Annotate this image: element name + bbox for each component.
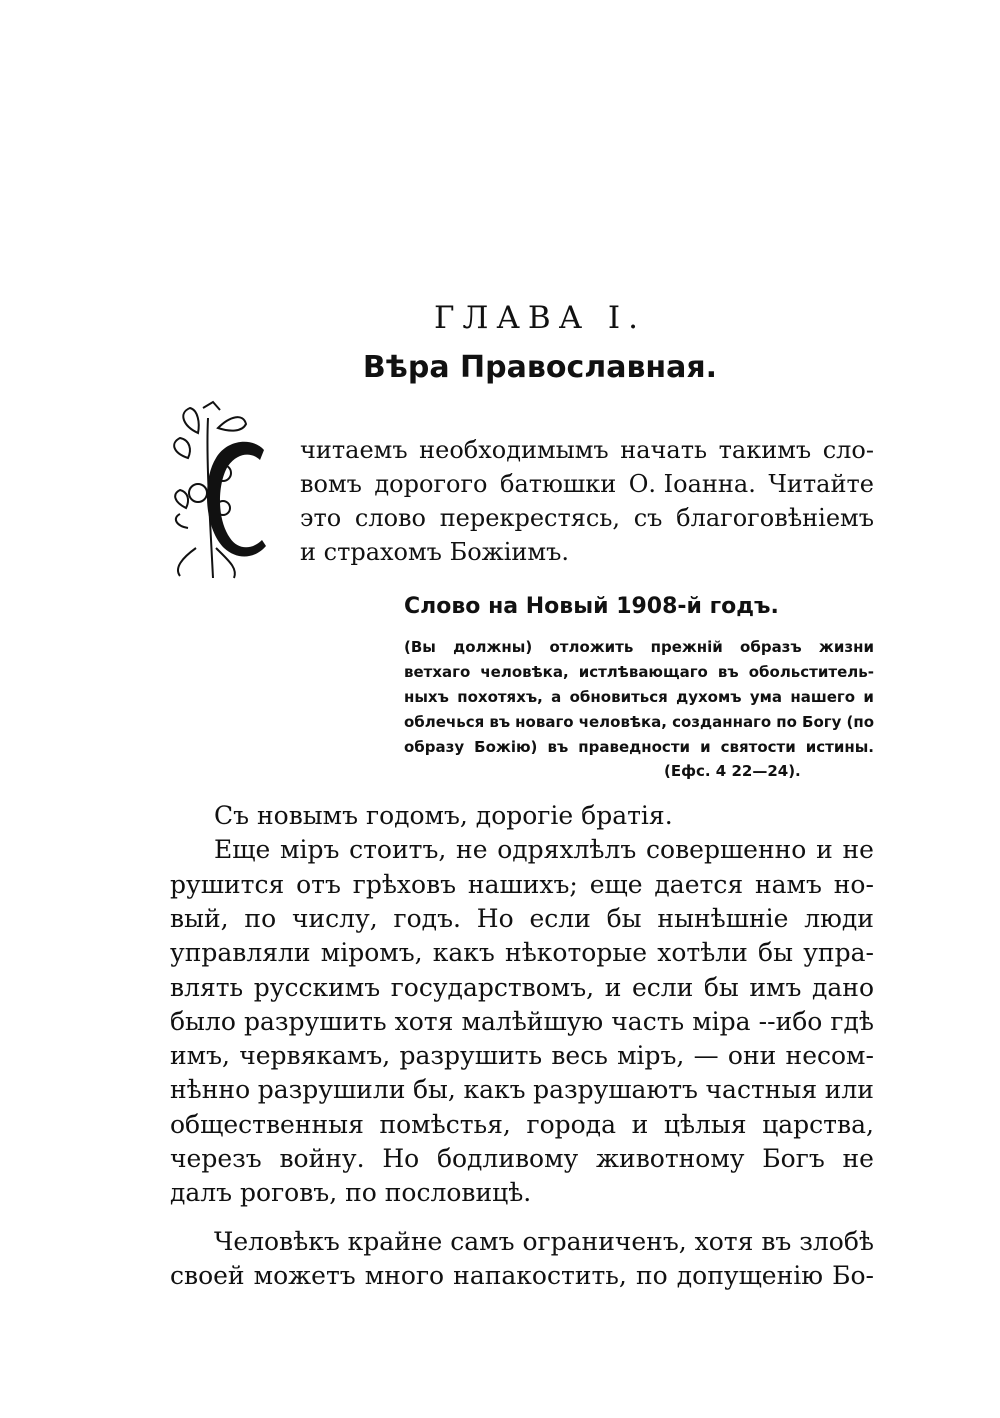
epigraph-word: новаго <box>515 713 574 731</box>
epigraph-word: похотяхъ, <box>457 688 543 706</box>
intro-word: вомъ <box>300 470 362 498</box>
epigraph-word: духомъ <box>676 688 742 706</box>
body-word: нѣнно <box>170 1075 251 1105</box>
intro-word: Читайте <box>768 470 874 498</box>
body-line <box>170 904 874 933</box>
body-word: если <box>529 903 591 933</box>
body-word: допущенію <box>676 1260 824 1290</box>
epigraph-word: въ <box>717 663 739 681</box>
body-line <box>170 1075 874 1104</box>
epigraph-word: истлѣвающаго <box>578 663 708 681</box>
epigraph-word: а <box>551 688 562 706</box>
epigraph-word: отложить <box>549 638 634 656</box>
body-word: нѣкоторые <box>505 938 648 968</box>
body-word: отъ <box>296 869 341 899</box>
body-word: Человѣкъ <box>214 1226 340 1256</box>
epigraph-line <box>404 738 874 756</box>
body-word: разрушить <box>243 1006 387 1036</box>
body-word: міра <box>692 1006 751 1036</box>
epigraph-word: святости <box>720 738 796 756</box>
body-word: но- <box>833 869 874 899</box>
body-word: Съ новымъ годомъ, дорогіе братія. <box>214 801 673 830</box>
body-word: весь <box>551 1041 608 1071</box>
body-word: можетъ <box>253 1260 356 1290</box>
body-line <box>170 870 874 899</box>
body-word: бы <box>758 938 793 968</box>
body-word: червякамъ, <box>239 1041 391 1071</box>
body-word: какъ <box>463 1075 526 1105</box>
body-word: было <box>170 1006 236 1036</box>
body-word: нашихъ; <box>467 869 578 899</box>
epigraph-reference: (Ефс. 4 22—24). <box>664 762 801 780</box>
intro-word: сло- <box>822 436 874 464</box>
body-word: и <box>604 972 622 1002</box>
epigraph-word: Божію) <box>474 738 538 756</box>
body-word: крайне <box>347 1226 443 1256</box>
body-word: дается <box>654 869 744 899</box>
body-line <box>170 1110 874 1139</box>
body-line <box>170 1261 874 1290</box>
body-word: самъ <box>450 1226 515 1256</box>
body-word: далъ роговъ, по пословицѣ. <box>170 1178 532 1208</box>
body-word: войну. <box>279 1144 365 1173</box>
body-word: не <box>842 835 874 865</box>
epigraph-word: въ <box>547 738 569 756</box>
body-word: государствомъ, <box>390 972 595 1002</box>
body-word: дано <box>811 972 874 1002</box>
body-word: Богъ <box>762 1144 825 1173</box>
epigraph-word: обольститель- <box>748 663 874 681</box>
body-word: ограниченъ, <box>522 1226 687 1256</box>
body-line <box>170 1178 874 1207</box>
epigraph-word: и <box>700 738 711 756</box>
body-word: Бо- <box>832 1260 874 1290</box>
chapter-label: ГЛАВА I. <box>433 300 647 336</box>
body-word: бы <box>703 972 739 1002</box>
body-word: общественныя <box>170 1109 364 1139</box>
epigraph-word: человѣка, <box>480 663 569 681</box>
body-line <box>170 973 874 1002</box>
body-word: или <box>824 1075 874 1105</box>
body-word: гдѣ <box>830 1006 874 1036</box>
intro-word: начать <box>620 436 708 464</box>
body-word: въ <box>761 1226 792 1256</box>
body-word: разрушили <box>257 1075 406 1105</box>
floral-dropcap-icon <box>168 398 268 588</box>
intro-word: благоговѣніемъ <box>676 504 874 532</box>
body-word: Но <box>476 903 514 933</box>
body-word: Еще <box>214 835 271 865</box>
epigraph-word: жизни <box>818 638 874 656</box>
body-line <box>214 835 874 864</box>
body-line <box>170 938 874 967</box>
epigraph-line <box>404 688 874 706</box>
body-word: черезъ <box>170 1144 262 1173</box>
body-word: много <box>364 1260 445 1290</box>
body-word: міръ, <box>617 1041 685 1071</box>
epigraph-line <box>404 638 874 656</box>
body-word: по <box>635 1260 668 1290</box>
body-word: не <box>842 1144 874 1173</box>
epigraph-word: образу <box>404 738 465 756</box>
body-word: нынѣшніе <box>657 903 789 933</box>
body-word: вый, <box>170 903 229 933</box>
body-word: бы <box>606 903 642 933</box>
body-word: рушится <box>170 869 285 899</box>
intro-word: такимъ <box>718 436 812 464</box>
intro-line <box>300 436 874 464</box>
epigraph-word: истины. <box>805 738 874 756</box>
body-word: еще <box>589 869 643 899</box>
body-word: несом- <box>785 1041 874 1071</box>
epigraph-line <box>404 713 874 731</box>
epigraph-word: по <box>776 713 797 731</box>
body-line <box>170 1007 874 1036</box>
body-word: малѣйшую <box>461 1006 604 1036</box>
epigraph-word: обновиться <box>569 688 668 706</box>
body-word: стоитъ, <box>349 835 447 865</box>
intro-word: перекрестясь, <box>439 504 621 532</box>
body-word: царства, <box>762 1109 874 1139</box>
epigraph-word: должны) <box>453 638 533 656</box>
body-word: упра- <box>803 938 874 968</box>
body-word: разрушаютъ <box>533 1075 698 1105</box>
body-word: по <box>244 903 277 933</box>
body-word: хотя <box>694 1226 754 1256</box>
body-word: міромъ, <box>320 938 423 968</box>
epigraph-word: (Вы <box>404 638 436 656</box>
body-word: они <box>727 1041 777 1071</box>
epigraph-word: въ <box>489 713 511 731</box>
epigraph-word: ума <box>749 688 783 706</box>
intro-word: съ <box>633 504 663 532</box>
intro-word: слово <box>354 504 426 532</box>
epigraph-word: созданнаго <box>672 713 772 731</box>
body-word: частныя <box>705 1075 818 1105</box>
body-word: имъ <box>749 972 802 1002</box>
body-line <box>214 1227 874 1256</box>
intro-line <box>300 538 874 566</box>
body-line <box>170 1144 874 1173</box>
body-word: часть <box>611 1006 685 1036</box>
body-word: бодливому <box>436 1144 579 1173</box>
body-word: --ибо <box>758 1006 823 1036</box>
body-word: цѣлыя <box>663 1109 747 1139</box>
body-word: русскимъ <box>253 972 381 1002</box>
body-word: — <box>693 1041 719 1071</box>
body-word: животному <box>596 1144 745 1173</box>
body-word: намъ <box>754 869 822 899</box>
epigraph-word: нашего <box>790 688 856 706</box>
body-word: напакостить, <box>453 1260 627 1290</box>
epigraph-word: ветхаго <box>404 663 471 681</box>
body-word: бы, <box>412 1075 456 1105</box>
epigraph-word: праведности <box>578 738 691 756</box>
intro-line <box>300 504 874 532</box>
epigraph-word: облечься <box>404 713 485 731</box>
body-line <box>170 1041 874 1070</box>
epigraph-word: прежній <box>650 638 723 656</box>
epigraph-line <box>404 663 874 681</box>
body-word: имъ, <box>170 1041 230 1071</box>
body-word: управляли <box>170 938 311 968</box>
body-word: грѣховъ <box>352 869 457 899</box>
intro-word: и страхомъ Божіимъ. <box>300 538 569 566</box>
body-word: міръ <box>280 835 340 865</box>
body-word: и <box>816 835 833 865</box>
chapter-title: Вѣра Православная. <box>362 350 718 385</box>
body-word: злобѣ <box>799 1226 874 1256</box>
body-word: не <box>456 835 488 865</box>
body-word: совершенно <box>646 835 807 865</box>
epigraph-word: (по <box>846 713 874 731</box>
body-word: Но <box>382 1144 420 1173</box>
intro-word: батюшки <box>500 470 617 498</box>
intro-word: читаемъ <box>300 436 408 464</box>
body-line <box>214 801 874 830</box>
body-word: помѣстья, <box>379 1109 511 1139</box>
body-word: своей <box>170 1260 245 1290</box>
body-word: числу, <box>291 903 378 933</box>
sermon-title: Слово на Новый 1908-й годъ. <box>404 594 779 619</box>
intro-word: О. Іоанна. <box>628 470 756 498</box>
body-word: годъ. <box>393 903 461 933</box>
intro-line <box>300 470 874 498</box>
body-word: люди <box>804 903 874 933</box>
intro-word: это <box>300 504 342 532</box>
epigraph-word: образъ <box>740 638 802 656</box>
body-word: одряхлѣлъ <box>497 835 637 865</box>
body-word: города <box>526 1109 616 1139</box>
body-word: и <box>631 1109 649 1139</box>
epigraph-word: и <box>863 688 874 706</box>
body-word: хотѣли <box>657 938 748 968</box>
intro-word: дорогого <box>374 470 488 498</box>
body-word: какъ <box>432 938 495 968</box>
intro-word: необходимымъ <box>419 436 609 464</box>
body-word: если <box>631 972 694 1002</box>
body-word: разрушить <box>399 1041 543 1071</box>
epigraph-word: Богу <box>802 713 842 731</box>
epigraph-word: ныхъ <box>404 688 449 706</box>
body-word: влять <box>170 972 244 1002</box>
epigraph-word: человѣка, <box>578 713 667 731</box>
body-word: хотя <box>394 1006 454 1036</box>
